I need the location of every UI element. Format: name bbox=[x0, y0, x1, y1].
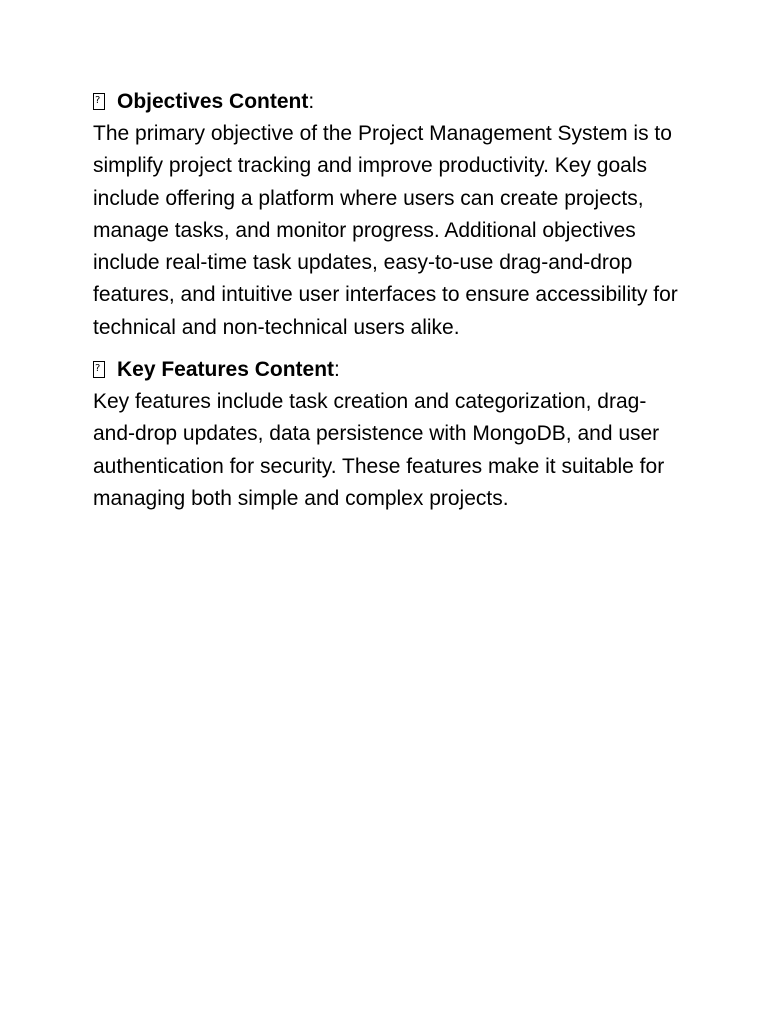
missing-glyph-icon bbox=[93, 93, 105, 110]
section-heading-text: Key Features Content bbox=[117, 358, 335, 382]
section-key-features bbox=[93, 354, 678, 515]
heading-colon: : bbox=[334, 358, 340, 382]
section-heading bbox=[93, 86, 678, 118]
heading-colon: : bbox=[308, 90, 315, 113]
section-heading-text: Objectives Content bbox=[117, 90, 309, 113]
missing-glyph-icon bbox=[93, 361, 105, 378]
section-heading bbox=[93, 354, 678, 386]
section-paragraph: The primary objective of the Project Management System is to simplify project tracking and improve productivity. Key goals include offering a platform where users can create projects, manage tasks, and monitor progress. Additional objectives include real-time task updates, easy-to-use drag-and-drop features, and intuitive user interfaces to ensure accessibility for technical and non-technical users alike. bbox=[93, 122, 678, 339]
section-paragraph: Key features include task creation and categorization, drag-and-drop updates, data persistence with MongoDB, and user authentication for security. These features make it suitable for managing both simple and complex projects. bbox=[93, 390, 665, 510]
section-objectives bbox=[93, 86, 678, 344]
document-page bbox=[93, 86, 678, 525]
